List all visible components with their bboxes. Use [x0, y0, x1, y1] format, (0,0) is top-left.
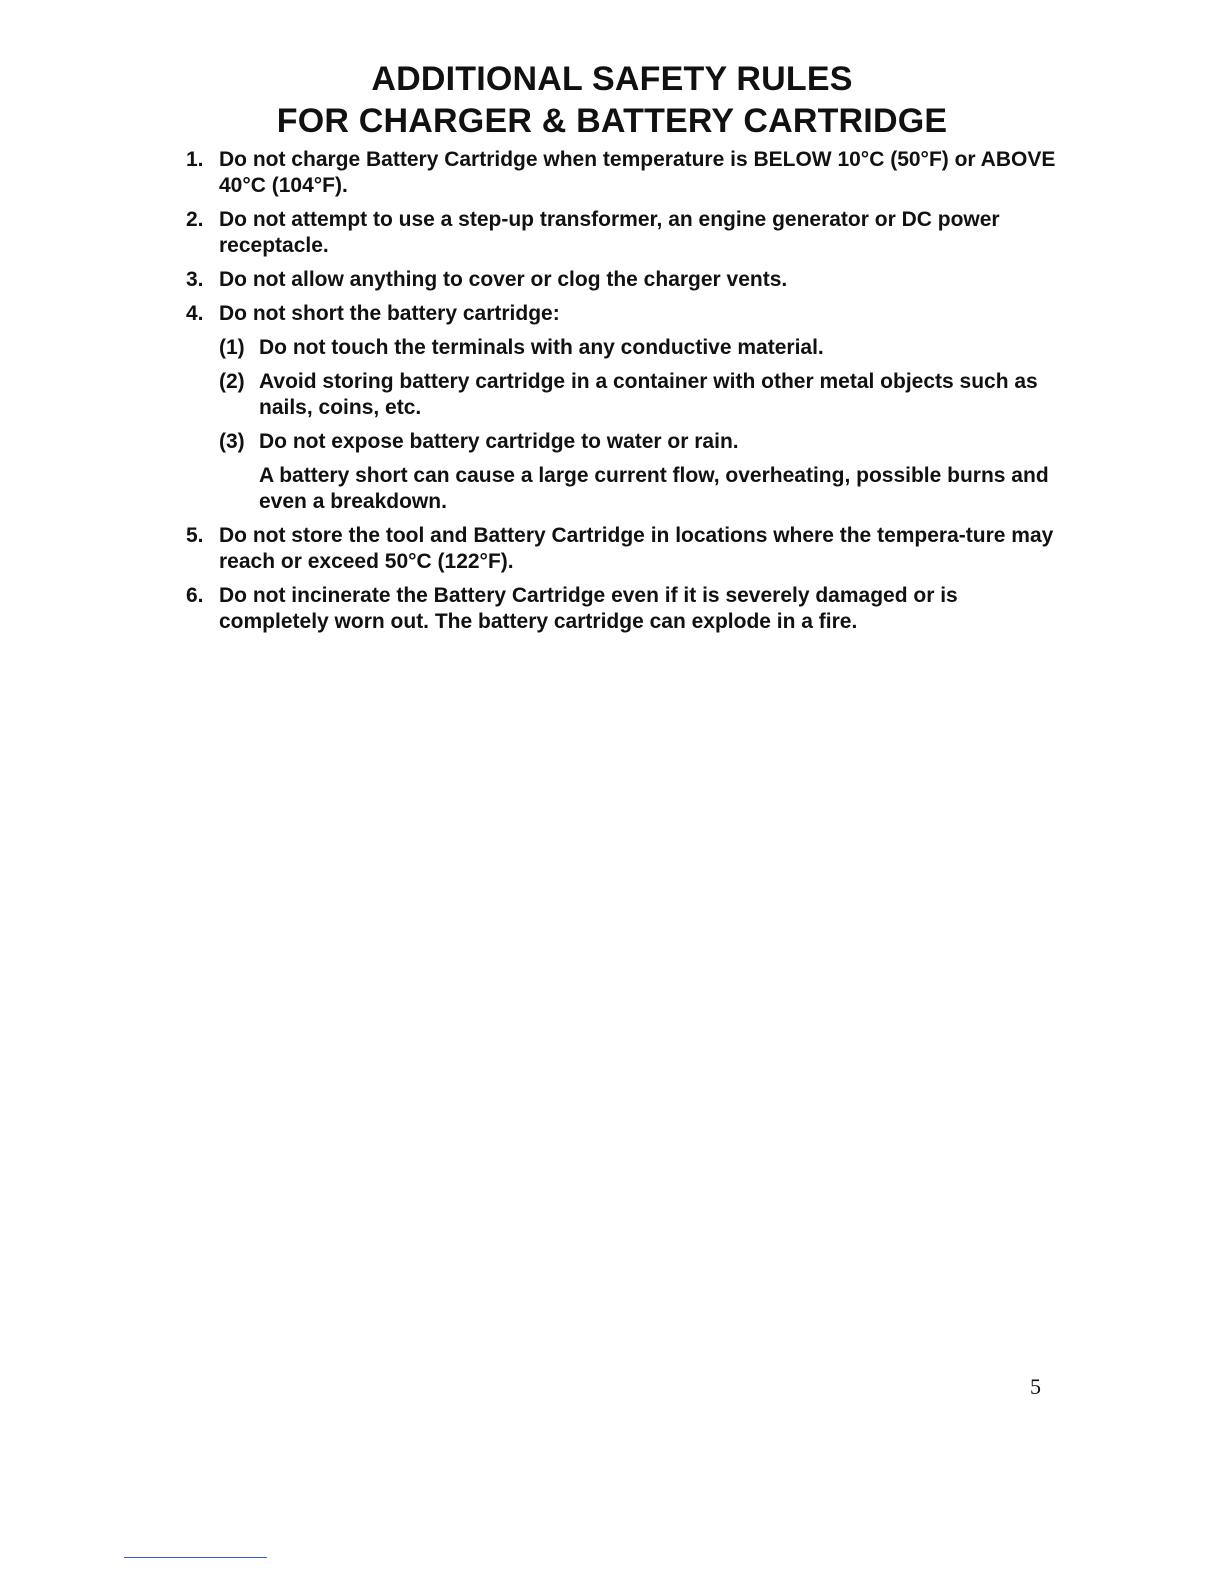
page-number: 5 — [1030, 1374, 1041, 1399]
rule-item-3 — [186, 267, 1056, 293]
rule-number: 4. — [186, 302, 204, 325]
sub-rule-number: (1) — [219, 336, 245, 359]
sub-rule-number: (3) — [219, 430, 245, 453]
rule-text: Do not incinerate the Battery Cartridge even if it is severely damaged or is completely worn out. The battery cartridge can explode in a fire. — [219, 584, 958, 633]
rule-item-5 — [186, 523, 1056, 575]
footer-divider — [124, 1557, 267, 1558]
rule-number: 3. — [186, 268, 204, 291]
title-line-1: ADDITIONAL SAFETY RULES — [371, 60, 853, 98]
sub-rule-text: Avoid storing battery cartridge in a container with other metal objects such as nails, coins, etc. — [259, 370, 1038, 419]
title-line-2: FOR CHARGER & BATTERY CARTRIDGE — [276, 102, 948, 140]
sub-rule-item-1 — [219, 335, 1056, 361]
sub-rule-number: (2) — [219, 370, 245, 393]
short-circuit-warning-note: A battery short can cause a large current flow, overheating, possible burns and even a breakdown. — [259, 464, 1049, 513]
rule-text: Do not store the tool and Battery Cartridge in locations where the tempera-ture may reach or exceed 50°C (122°F). — [219, 524, 1054, 573]
rule-item-4 — [186, 301, 1056, 515]
rule-text: Do not attempt to use a step-up transformer, an engine generator or DC power receptacle. — [219, 208, 1000, 257]
rule-item-1 — [186, 147, 1056, 199]
safety-rules-list — [186, 147, 1056, 643]
sub-rule-item-3 — [219, 429, 1056, 455]
page-title — [0, 58, 1224, 142]
rule-item-2 — [186, 207, 1056, 259]
rule-number: 6. — [186, 584, 204, 607]
rule-body — [219, 301, 1056, 515]
rule-text: Do not charge Battery Cartridge when temperature is BELOW 10°C (50°F) or ABOVE 40°C (104°F). — [219, 148, 1056, 197]
sub-rule-text: Do not touch the terminals with any conductive material. — [259, 336, 824, 359]
rule-text: Do not short the battery cartridge: — [219, 302, 560, 325]
sub-rule-item-2 — [219, 369, 1056, 421]
rule-number: 2. — [186, 208, 204, 231]
sub-rule-text: Do not expose battery cartridge to water or rain. — [259, 430, 739, 453]
rule-text: Do not allow anything to cover or clog the charger vents. — [219, 268, 788, 291]
rule-number: 1. — [186, 148, 204, 171]
rule-item-6 — [186, 583, 1056, 635]
rule-number: 5. — [186, 524, 204, 547]
